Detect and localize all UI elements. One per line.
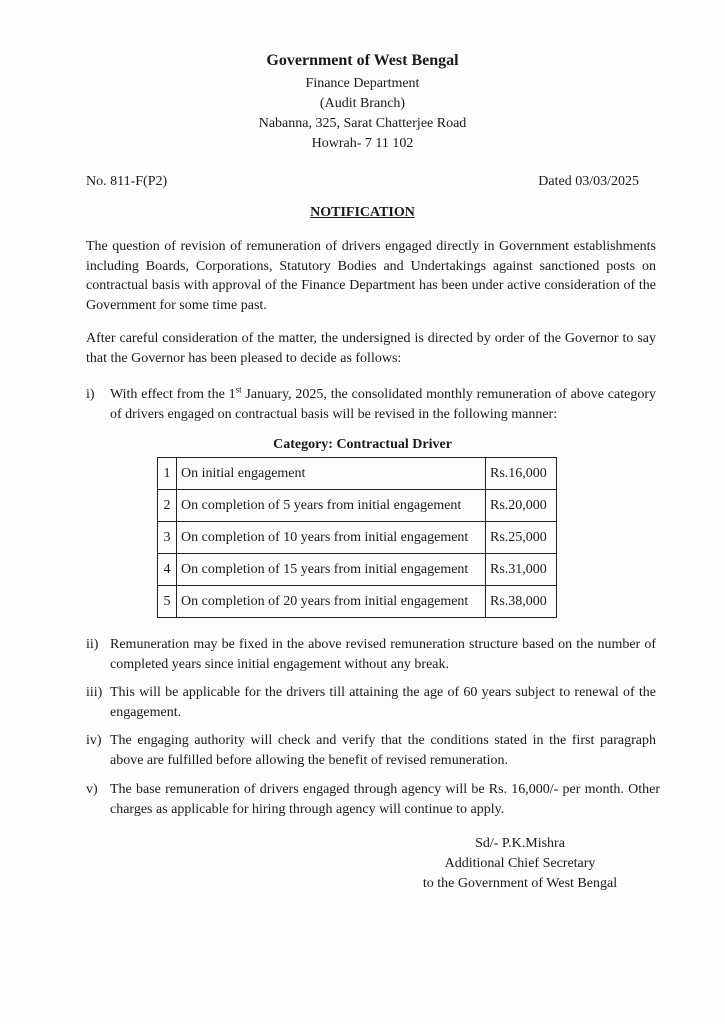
row-description: On completion of 10 years from initial engagement xyxy=(177,522,486,554)
table-row xyxy=(158,458,557,490)
row-description: On completion of 20 years from initial engagement xyxy=(177,586,486,618)
department-name: Finance Department xyxy=(305,76,420,91)
address-line-1: Nabanna, 325, Sarat Chatterjee Road xyxy=(258,116,467,131)
row-amount: Rs.16,000 xyxy=(486,458,557,490)
list-item-text: Remuneration may be fixed in the above revised remuneration structure based on the number of completed years since initial engagement without any break. xyxy=(110,637,656,672)
list-item-text: The base remuneration of drivers engaged through agency will be Rs. 16,000/- per month. Other charges as applicable for hiring through agency will continue to apply. xyxy=(110,782,660,817)
row-number: 2 xyxy=(158,490,177,522)
address-line-2: Howrah- 7 11 102 xyxy=(311,136,414,151)
row-number: 1 xyxy=(158,458,177,490)
branch-name: (Audit Branch) xyxy=(319,96,406,111)
table-caption: Category: Contractual Driver xyxy=(273,437,452,452)
row-number: 5 xyxy=(158,586,177,618)
reference-number: No. 811-F(P2) xyxy=(86,174,168,189)
row-description: On initial engagement xyxy=(177,458,486,490)
list-item-number: iv) xyxy=(86,733,102,748)
list-item-text xyxy=(110,385,656,424)
row-amount: Rs.20,000 xyxy=(486,490,557,522)
table-row xyxy=(158,490,557,522)
remuneration-table xyxy=(157,457,557,618)
row-description: On completion of 15 years from initial engagement xyxy=(177,554,486,586)
list-item-text: The engaging authority will check and verify that the conditions stated in the first paragraph above are fulfilled before allowing the benefit of revised remuneration. xyxy=(110,733,656,768)
paragraph-decision: After careful consideration of the matter, the undersigned is directed by order of the Governor to say that the Governor has been pleased to decide as follows: xyxy=(86,331,656,366)
item-text-pre: With effect from the 1 xyxy=(110,387,236,402)
list-item-number: v) xyxy=(86,782,98,797)
table-row xyxy=(158,554,557,586)
paragraph-intro: The question of revision of remuneration of drivers engaged directly in Government establishments including Boards, Corporations, Statutory Bodies and Undertakings against sanctioned posts on contractual basis with approval of the Finance Department has been under active consideration of the Government for some time past. xyxy=(86,239,656,313)
row-amount: Rs.31,000 xyxy=(486,554,557,586)
signature-name: Sd/- P.K.Mishra xyxy=(475,836,565,851)
date-line: Dated 03/03/2025 xyxy=(538,174,639,189)
table-row xyxy=(158,522,557,554)
government-title: Government of West Bengal xyxy=(266,52,459,69)
list-item-number: iii) xyxy=(86,685,103,700)
list-item-text: This will be applicable for the drivers till attaining the age of 60 years subject to renewal of the engagement. xyxy=(110,685,656,720)
row-amount: Rs.38,000 xyxy=(486,586,557,618)
row-description: On completion of 5 years from initial engagement xyxy=(177,490,486,522)
row-number: 4 xyxy=(158,554,177,586)
table-row xyxy=(158,586,557,618)
item-text-post: January, 2025, the consolidated monthly remuneration of above category of drivers engaged on contractual basis will be revised in the following manner: xyxy=(110,387,657,422)
list-item-number: ii) xyxy=(86,637,99,652)
signature-office: to the Government of West Bengal xyxy=(422,876,618,891)
ordinal-superscript: st xyxy=(235,384,242,395)
notification-heading: NOTIFICATION xyxy=(310,205,415,220)
list-item-number: i) xyxy=(86,387,95,402)
signature-designation: Additional Chief Secretary xyxy=(444,856,596,871)
row-amount: Rs.25,000 xyxy=(486,522,557,554)
row-number: 3 xyxy=(158,522,177,554)
